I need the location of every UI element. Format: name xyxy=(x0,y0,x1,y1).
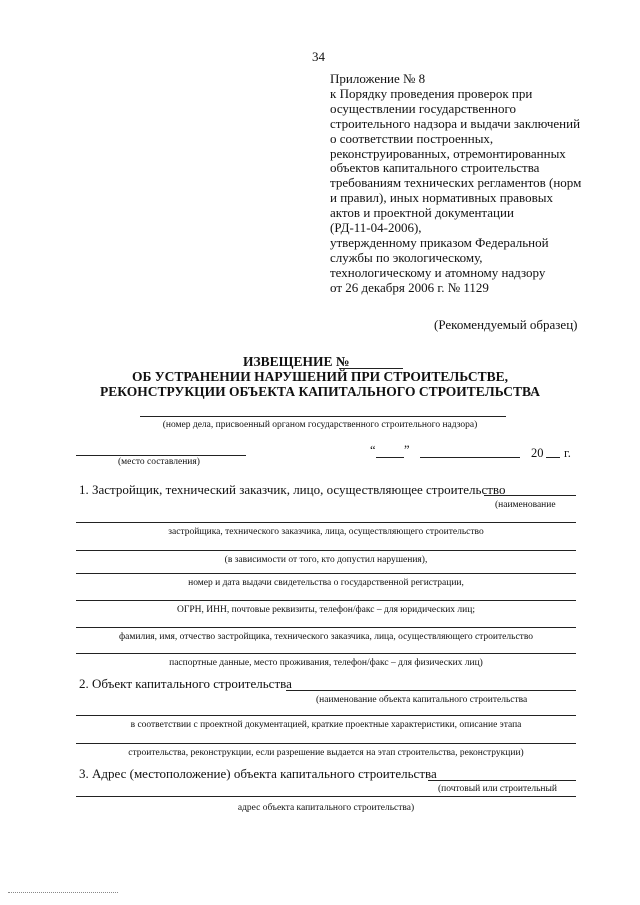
date-year-suffix: г. xyxy=(564,446,571,460)
case-number-hint: (номер дела, присвоенный органом государственного строительного надзора) xyxy=(162,420,478,430)
appendix-line: (РД-11-04-2006), xyxy=(330,220,422,236)
appendix-line: Приложение № 8 xyxy=(330,71,426,86)
appendix-line: службы по экологическому, xyxy=(330,249,483,265)
date-year-field[interactable] xyxy=(546,457,560,458)
section-2-hint-2: в соответствии с проектной документацией, краткие проектные характеристики, описание этапа xyxy=(130,720,522,730)
appendix-line: требованиям технических регламентов (норм xyxy=(330,175,582,191)
appendix-line: осуществлении государственного xyxy=(330,100,517,116)
object-field-inline[interactable] xyxy=(286,690,576,691)
date-day-field[interactable] xyxy=(376,457,404,458)
developer-field-line-2[interactable] xyxy=(76,522,576,523)
appendix-line: строительного надзора и выдачи заключений xyxy=(330,115,581,131)
section-1-label: 1. Застройщик, технический заказчик, лицо, осуществляющее строительство xyxy=(79,482,506,497)
address-field-inline[interactable] xyxy=(428,780,576,781)
appendix-line: объектов капитального строительства xyxy=(330,160,540,176)
title-line-2: ОБ УСТРАНЕНИИ НАРУШЕНИЙ ПРИ СТРОИТЕЛЬСТВЕ, xyxy=(131,369,509,384)
developer-field-line-4[interactable] xyxy=(76,573,576,574)
object-field-line-3[interactable] xyxy=(76,743,576,744)
title-line-1: ИЗВЕЩЕНИЕ № xyxy=(243,354,350,369)
section-3-hint-2: адрес объекта капитального строительства) xyxy=(237,803,415,813)
section-2-hint-1: (наименование объекта капитального строительства xyxy=(316,695,528,705)
section-1-hint-3: (в зависимости от того, кто допустил нарушения), xyxy=(224,555,428,565)
date-close-quote: ” xyxy=(404,443,410,457)
appendix-line: и правил), иных нормативных правовых xyxy=(330,190,553,206)
section-1-hint-2: застройщика, технического заказчика, лица, осуществляющего строительство xyxy=(168,527,484,537)
place-field[interactable] xyxy=(76,455,246,456)
section-1-hint-5: ОГРН, ИНН, почтовые реквизиты, телефон/факс – для юридических лиц; xyxy=(177,605,475,615)
section-3-label: 3. Адрес (местоположение) объекта капитального строительства xyxy=(79,766,437,781)
scan-artifact xyxy=(8,892,118,893)
appendix-line: утвержденному приказом Федеральной xyxy=(330,234,549,250)
developer-field-line-5[interactable] xyxy=(76,600,576,601)
date-open-quote: “ xyxy=(370,443,376,457)
section-1-hint-4: номер и дата выдачи свидетельства о государственной регистрации, xyxy=(188,578,464,588)
developer-field-line-3[interactable] xyxy=(76,550,576,551)
developer-field-inline[interactable] xyxy=(484,495,576,496)
section-1-hint-1: (наименование xyxy=(495,500,556,510)
section-1-hint-6: фамилия, имя, отчество застройщика, технического заказчика, лица, осуществляющего строительство xyxy=(119,632,533,642)
section-3-hint-1: (почтовый или строительный xyxy=(438,784,557,794)
developer-field-line-7[interactable] xyxy=(76,653,576,654)
appendix-line: от 26 декабря 2006 г. № 1129 xyxy=(330,279,489,295)
title-line-3: РЕКОНСТРУКЦИИ ОБЪЕКТА КАПИТАЛЬНОГО СТРОИТЕЛЬСТВА xyxy=(100,384,540,399)
appendix-line: технологическому и атомному надзору xyxy=(330,264,546,280)
recommended-sample-note: (Рекомендуемый образец) xyxy=(434,317,578,332)
appendix-reference xyxy=(330,72,620,296)
case-number-field[interactable] xyxy=(140,416,506,417)
place-hint: (место составления) xyxy=(118,457,200,467)
date-year-prefix: 20 xyxy=(531,446,544,460)
appendix-line: к Порядку проведения проверок при xyxy=(330,85,533,101)
address-field-line-2[interactable] xyxy=(76,796,576,797)
appendix-line: реконструированных, отремонтированных xyxy=(330,145,566,161)
section-2-label: 2. Объект капитального строительства xyxy=(79,676,292,691)
date-month-field[interactable] xyxy=(420,457,520,458)
object-field-line-2[interactable] xyxy=(76,715,576,716)
developer-field-line-6[interactable] xyxy=(76,627,576,628)
appendix-line: о соответствии построенных, xyxy=(330,130,494,146)
appendix-line: актов и проектной документации xyxy=(330,205,514,221)
page-number: 34 xyxy=(312,49,325,64)
section-1-hint-7: паспортные данные, место проживания, телефон/факс – для физических лиц) xyxy=(169,658,483,668)
section-2-hint-3: строительства, реконструкции, если разрешение выдается на этап строительства, реконструкции) xyxy=(128,748,524,758)
